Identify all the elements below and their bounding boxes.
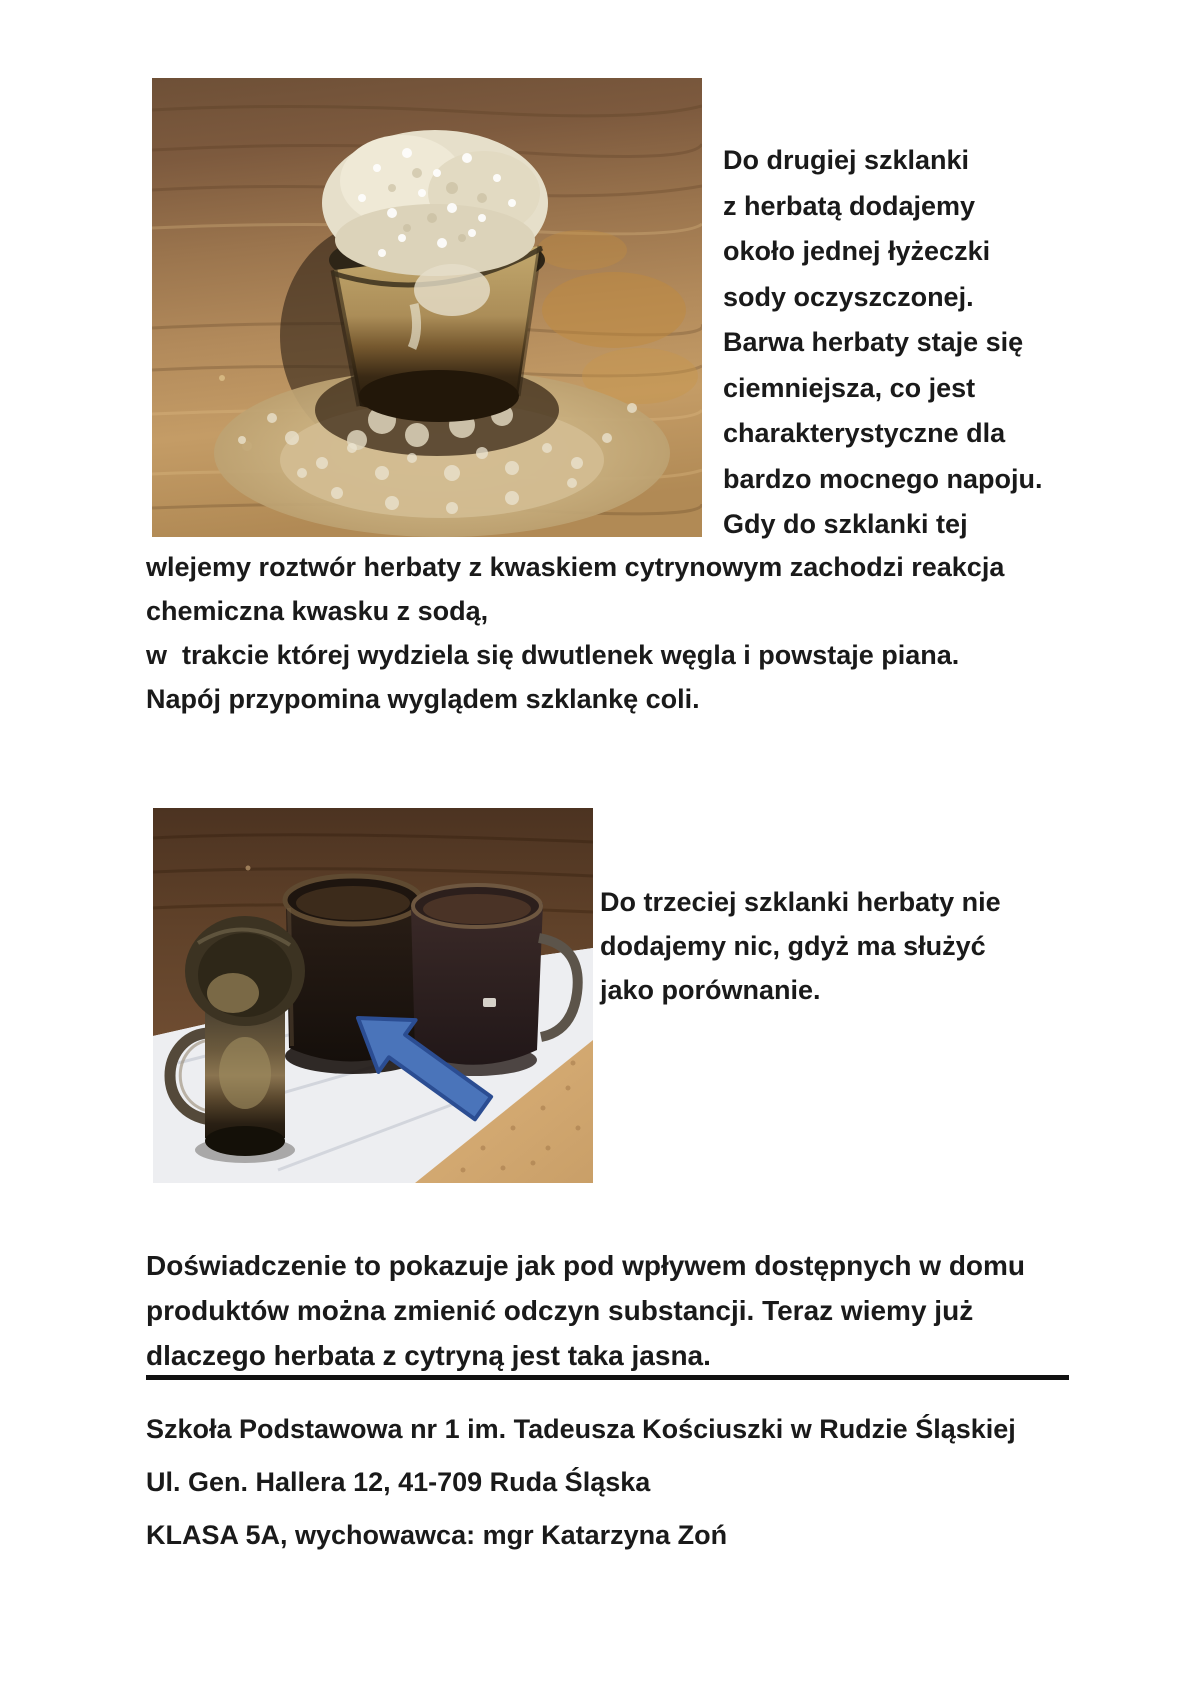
photo-three-tea-glasses [153, 808, 593, 1183]
text-line: Do drugiej szklanki [723, 145, 970, 175]
text-line: dlaczego herbata z cytryną jest taka jasna. [146, 1340, 711, 1371]
text-line: Doświadczenie to pokazuje jak pod wpływem dostępnych w domu [146, 1250, 1026, 1281]
class-teacher-info: KLASA 5A, wychowawca: mgr Katarzyna Zoń [146, 1520, 728, 1550]
text-line: około jednej łyżeczki [723, 236, 991, 266]
photo-three-tea-glasses-drawing [153, 808, 593, 1183]
text-line: sody oczyszczonej. [723, 281, 974, 312]
text-line: Gdy do szklanki tej [723, 509, 968, 539]
text-line: jako porównanie. [600, 975, 821, 1005]
text-line: ciemniejsza, co jest [723, 372, 976, 403]
text-line: wlejemy roztwór herbaty z kwaskiem cytrynowym zachodzi reakcja [146, 552, 1005, 582]
paragraph-conclusion [146, 1243, 1025, 1378]
photo-foaming-tea-glass [152, 78, 702, 537]
school-name: Szkoła Podstawowa nr 1 im. Tadeusza Kościuszki w Rudzie Śląskiej [146, 1414, 1016, 1444]
paragraph-comparison [600, 880, 1001, 1012]
divider-line [146, 1375, 1069, 1380]
text-line: w trakcie której wydziela się dwutlenek węgla i powstaje piana. [146, 640, 960, 670]
school-address: Ul. Gen. Hallera 12, 41-709 Ruda Śląska [146, 1467, 651, 1497]
paragraph-soda-side [723, 138, 1043, 548]
text-line: dodajemy nic, gdyż ma służyć [600, 931, 986, 961]
photo-foaming-tea-glass-drawing [152, 78, 702, 537]
school-info [146, 1403, 1016, 1562]
text-line: Do trzeciej szklanki herbaty nie [600, 887, 1001, 917]
text-line: Barwa herbaty staje się [723, 327, 1024, 357]
text-line: chemiczna kwasku z sodą, [146, 596, 489, 626]
text-line: charakterystyczne dla [723, 418, 1006, 448]
text-line: Napój przypomina wyglądem szklankę coli. [146, 684, 700, 714]
text-line: bardzo mocnego napoju. [723, 463, 1043, 494]
text-line: z herbatą dodajemy [723, 190, 976, 221]
paragraph-soda-continuation [146, 545, 1004, 721]
text-line: produktów można zmienić odczyn substancji. Teraz wiemy już [146, 1295, 974, 1326]
